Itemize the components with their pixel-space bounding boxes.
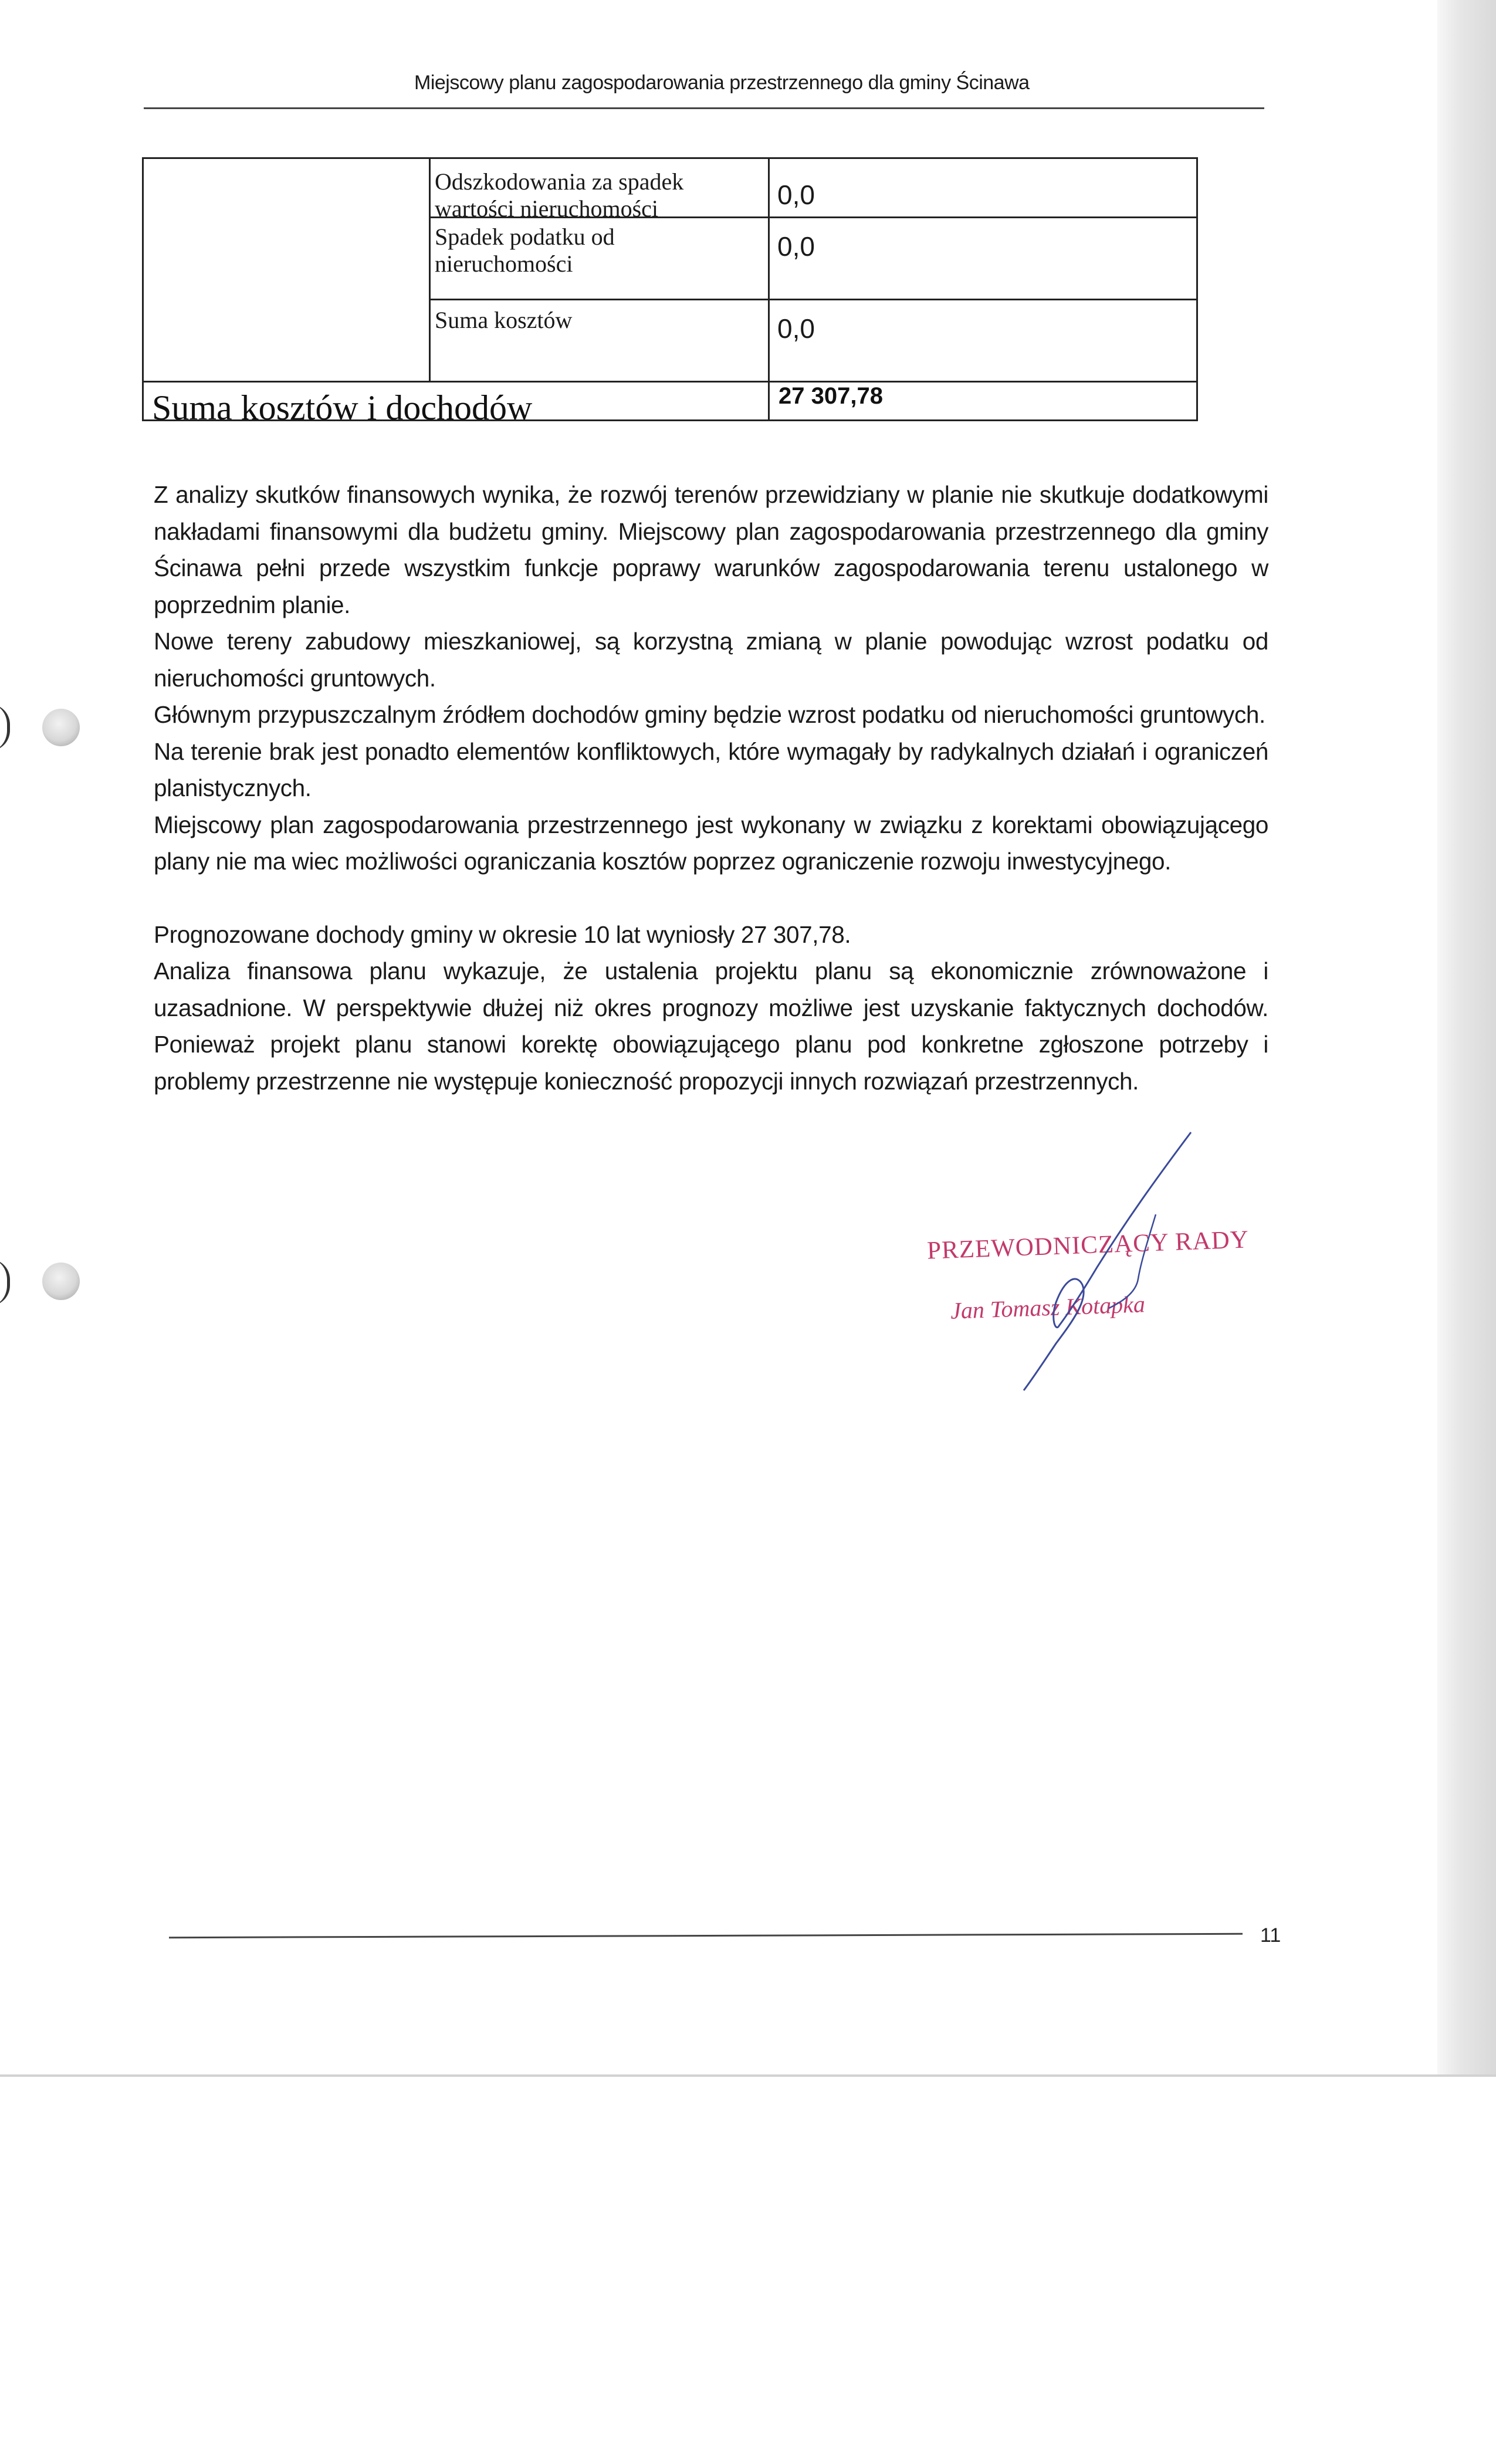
table-divider <box>429 299 1196 300</box>
signature-stroke <box>1109 1214 1156 1308</box>
table-divider <box>429 159 431 382</box>
paragraph-spacer <box>154 880 1268 916</box>
paragraph: Prognozowane dochody gminy w okresie 10 lat wyniosły 27 307,78. <box>154 920 851 948</box>
table-row-label: Suma kosztów <box>435 307 573 333</box>
running-header: Miejscowy planu zagospodarowania przestrzennego dla gminy Ścinawa <box>414 72 1030 94</box>
footer-rule <box>169 1933 1243 1938</box>
signature-block <box>880 1126 1291 1408</box>
signature-stroke <box>1024 1132 1191 1390</box>
table-row-value: 0,0 <box>777 180 815 210</box>
paragraph: Analiza finansowa planu wykazuje, że ustalenia projektu planu są ekonomicznie zrównoważone i uzasadnione. W perspektywie dłużej niż okres prognozy możliwe jest uzyskanie faktycznych dochodów. Ponieważ projekt planu stanowi korektę obowiązującego planu pod konkretne zgłoszone potrzeby i problemy przestrzenne nie występuje konieczność propozycji innych rozwiązań przestrzennych. <box>154 957 1268 1095</box>
table-row-value: 0,0 <box>777 313 815 344</box>
total-value: 27 307,78 <box>779 383 883 409</box>
page-edge-shadow <box>1437 0 1496 2077</box>
paragraph: Głównym przypuszczalnym źródłem dochodów gminy będzie wzrost podatku od nieruchomości gruntowych. <box>154 701 1265 728</box>
paragraph: Miejscowy plan zagospodarowania przestrzennego jest wykonany w związku z korektami obowiązującego plany nie ma wiec możliwości ograniczania kosztów poprzez ograniczenie rozwoju inwestycyjnego. <box>154 811 1268 875</box>
header-rule <box>144 107 1264 109</box>
paragraph: Nowe tereny zabudowy mieszkaniowej, są korzystną zmianą w planie powodując wzrost podatku od nieruchomości gruntowych. <box>154 628 1268 692</box>
table-row-value: 0,0 <box>777 231 815 262</box>
table-row-label: Spadek podatku od nieruchomości <box>435 224 615 277</box>
punch-hole-edge <box>0 704 10 751</box>
page-number: 11 <box>1260 1924 1281 1947</box>
total-label: Suma kosztów i dochodów <box>152 388 533 427</box>
page-bottom-edge <box>0 2074 1496 2077</box>
punch-hole <box>42 709 80 746</box>
table-row-label: Odszkodowania za spadek wartości nieruchomości <box>435 168 684 222</box>
punch-hole <box>42 1263 80 1300</box>
signature-stamp-title: PRZEWODNICZĄCY RADY <box>926 1226 1250 1265</box>
signature-stamp-name: Jan Tomasz Kotapka <box>950 1291 1146 1324</box>
paragraph: Na terenie brak jest ponadto elementów konfliktowych, które wymagały by radykalnych działań i ograniczeń planistycznych. <box>154 737 1268 801</box>
paragraph: Z analizy skutków finansowych wynika, że rozwój terenów przewidziany w planie nie skutkuje dodatkowymi nakładami finansowymi dla budżetu gminy. Miejscowy plan zagospodarowania przestrzennego dla gminy Ścinawa pełni przede wszystkim funkcje poprawy warunków zagospodarowania terenu ustalonego w poprzednim planie. <box>154 481 1268 618</box>
punch-hole-edge <box>0 1259 10 1306</box>
body-text <box>154 476 1268 1099</box>
handwritten-signature <box>880 1126 1291 1408</box>
cost-table <box>142 157 1198 427</box>
table-divider <box>144 381 1196 383</box>
